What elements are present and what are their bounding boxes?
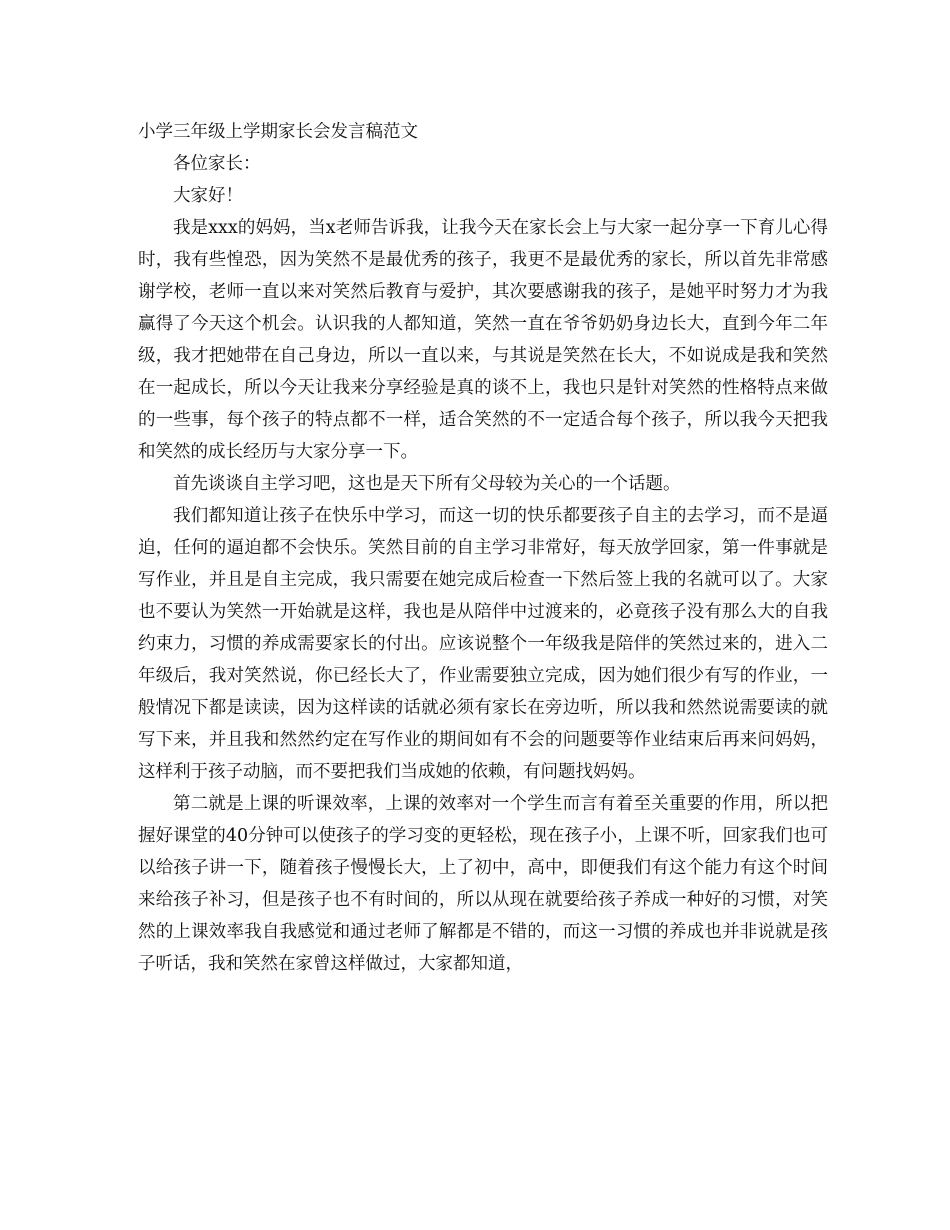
paragraph-self-study: 我们都知道让孩子在快乐中学习，而这一切的快乐都要孩子自主的去学习，而不是逼迫，任何的逼迫都不会快乐。笑然目前的自主学习非常好，每天放学回家，第一件事就是写作业，并且是自主完成，我只需要在她完成后检查一下然后签上我的名就可以了。大家也不要认为笑然一开始就是这样，我也是从陪伴中过渡来的，必竟孩子没有那么大的自我约束力，习惯的养成需要家长的付出。应该说整个一年级我是陪伴的笑然过来的，进入二年级后，我对笑然说，你已经长大了，作业需要独立完成，因为她们很少有写的作业，一般情况下都是读读，因为这样读的话就必须有家长在旁边听，所以我和然然说需要读的就写下来，并且我和然然约定在写作业的期间如有不会的问题要等作业结束后再来问妈妈，这样利于孩子动脑，而不要把我们当成她的依赖，有问题找妈妈。 <box>138 506 828 782</box>
paragraph-class-efficiency: 第二就是上课的听课效率，上课的效率对一个学生而言有着至关重要的作用，所以把握好课堂的40分钟可以使孩子的学习变的更轻松，现在孩子小，上课不听，回家我们也可以给孩子讲一下，随着孩子慢慢长大，上了初中，高中，即便我们有这个能力有这个时间来给孩子补习，但是孩子也不有时间的，所以从现在就要给孩子养成一种好的习惯，对笑然的上课效率我自我感觉和通过老师了解都是不错的，而这一习惯的养成也并非说就是孩子听话，我和笑然在家曾这样做过，大家都知道， <box>138 794 828 974</box>
salutation: 各位家长： <box>173 154 261 174</box>
greeting: 大家好！ <box>173 186 243 206</box>
document-body <box>138 116 828 980</box>
document-title: 小学三年级上学期家长会发言稿范文 <box>138 122 418 142</box>
paragraph-intro: 我是xxx的妈妈，当x老师告诉我，让我今天在家长会上与大家一起分享一下育儿心得时，我有些惶恐，因为笑然不是最优秀的孩子，我更不是最优秀的家长，所以首先非常感谢学校，老师一直以来对笑然后教育与爱护，其次要感谢我的孩子，是她平时努力才为我赢得了今天这个机会。认识我的人都知道，笑然一直在爷爷奶奶身边长大，直到今年二年级，我才把她带在自己身边，所以一直以来，与其说是笑然在长大，不如说成是我和笑然在一起成长，所以今天让我来分享经验是真的谈不上，我也只是针对笑然的性格特点来做的一些事，每个孩子的特点都不一样，适合笑然的不一定适合每个孩子，所以我今天把我和笑然的成长经历与大家分享一下。 <box>138 218 828 462</box>
paragraph-self-study-heading: 首先谈谈自主学习吧，这也是天下所有父母较为关心的一个话题。 <box>173 474 681 494</box>
